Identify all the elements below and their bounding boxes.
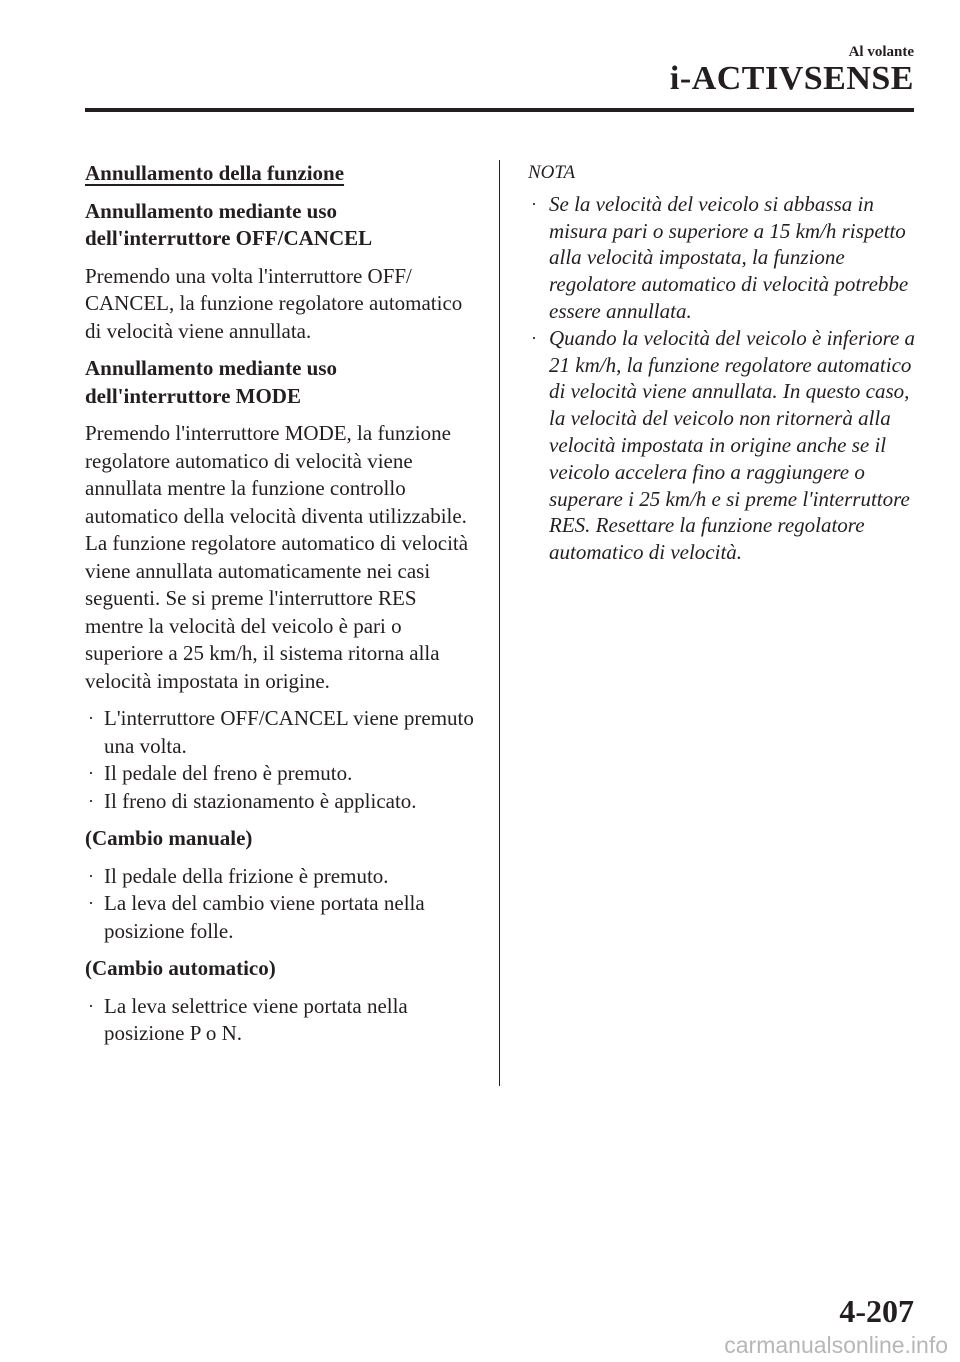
note-list [528,191,923,566]
list-item [85,705,480,760]
list-item-text: La leva del cambio viene portata nella posizione folle. [104,891,425,943]
list-item [85,890,480,945]
mode-heading: Annullamento mediante uso dell'interruttore MODE [85,356,338,408]
left-column [85,160,480,1058]
off-cancel-heading: Annullamento mediante uso dell'interruttore OFF/CANCEL [85,198,373,250]
page-number: 4-207 [839,1293,914,1329]
manual-conditions-list [85,863,480,946]
automatic-conditions-list [85,993,480,1048]
header-divider [85,108,914,112]
note-item [528,191,923,325]
automatic-transmission-heading: (Cambio automatico) [85,956,276,980]
list-item [85,760,480,788]
general-conditions-list [85,705,480,815]
list-item-text: L'interruttore OFF/CANCEL viene premuto una volta. [104,706,474,758]
note-title: NOTA [528,162,576,183]
bullet-icon: · [88,865,94,886]
note-item [528,325,923,566]
right-column [528,160,923,566]
list-item-text: Il pedale del freno è premuto. [104,761,353,785]
list-item-text: Il pedale della frizione è premuto. [104,863,389,888]
watermark: carmanualsonline.info [724,1332,948,1358]
function-cancel-heading: Annullamento della funzione [85,161,345,185]
list-item [85,788,480,816]
bullet-icon: · [88,995,94,1016]
list-item-text: La leva selettrice viene portata nella posizione P o N. [104,993,408,1045]
bullet-icon: · [88,708,94,728]
manual-transmission-heading: (Cambio manuale) [85,826,253,850]
note-text: Quando la velocità del veicolo è inferiore a 21 km/h, la funzione regolatore automatico di velocità viene annullata. In questo caso, la velocità del veicolo non ritornerà alla velocità impostata in origine anche se il veicolo accelera fino a raggiungere o superare i 25 km/h e si preme l'interruttore RES. Resettare la funzione regolatore automatico di velocità. [549,325,916,565]
mode-paragraph: Premendo l'interruttore MODE, la funzione regolatore automatico di velocità viene annullata mentre la funzione controllo automatico della velocità diventa utilizzabile. [85,421,467,528]
section-title-header: i-ACTIVSENSE [669,60,914,97]
bullet-icon: · [531,327,537,348]
bullet-icon: · [531,193,537,214]
list-item [85,993,480,1048]
off-cancel-paragraph: Premendo una volta l'interruttore OFF/ CANCEL, la funzione regolatore automatico di velocità viene annullata. [85,263,463,343]
bullet-icon: · [88,790,94,811]
bullet-icon: · [88,893,94,913]
list-item [85,863,480,891]
auto-cancel-paragraph: La funzione regolatore automatico di velocità viene annullata automaticamente nei casi seguenti. Se si preme l'interruttore RES mentre la velocità del veicolo è pari o superiore a 25 km/h, il sistema ritorna alla velocità impostata in origine. [85,531,469,693]
note-text: Se la velocità del veicolo si abbassa in misura pari o superiore a 15 km/h rispetto alla velocità impostata, la funzione regolatore automatico di velocità potrebbe essere annullata. [549,191,909,323]
bullet-icon: · [88,763,94,783]
list-item-text: Il freno di stazionamento è applicato. [104,788,417,813]
column-divider [499,160,500,1086]
chapter-title: Al volante [848,44,914,60]
